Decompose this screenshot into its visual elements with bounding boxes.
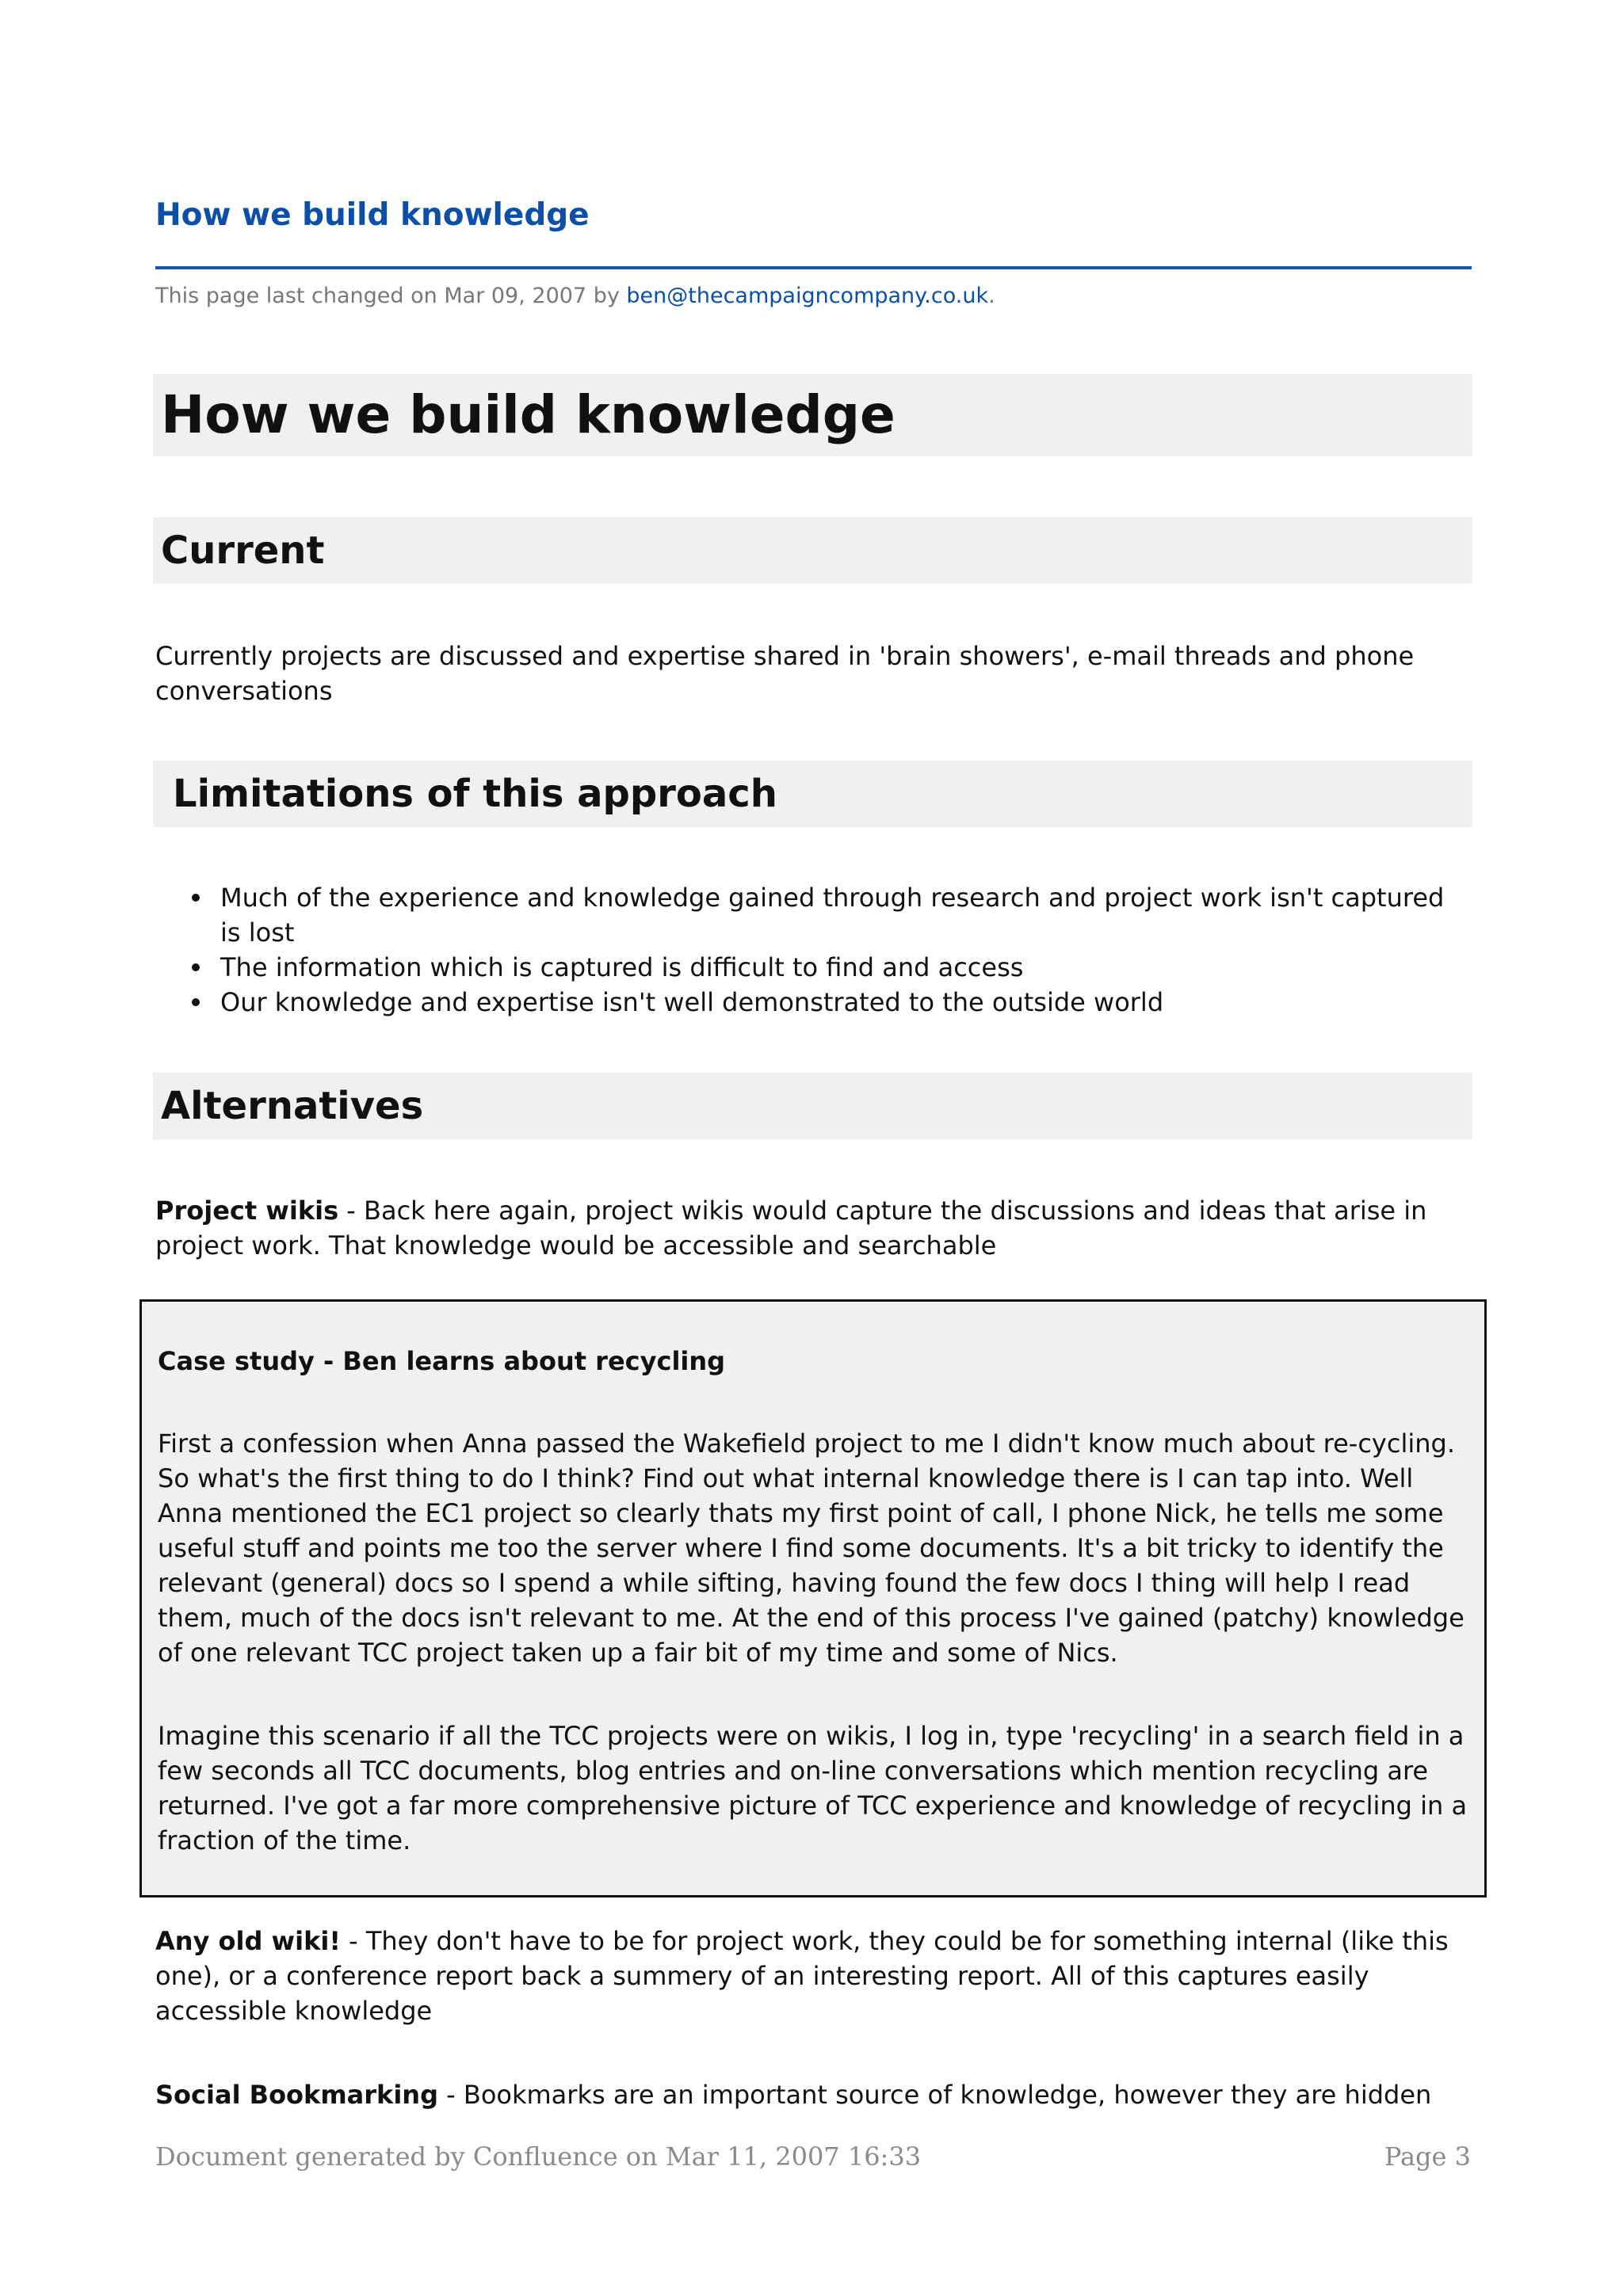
any-old-wiki-text: - They don't have to be for project work, they could be for something internal (like this one), or a conference report back a summery of an interesting report. All of this captures easily accessible knowledge bbox=[155, 1926, 1449, 2026]
limitations-list bbox=[155, 880, 1471, 1020]
current-heading-box bbox=[153, 517, 1472, 584]
footer-generated: Document generated by Confluence on Mar 11, 2007 16:33 bbox=[155, 2142, 922, 2172]
case-study-panel bbox=[139, 1299, 1487, 1897]
alternatives-heading: Alternatives bbox=[161, 1084, 424, 1128]
case-study-paragraph: First a confession when Anna passed the Wakefield project to me I didn't know much about re-cycling. So what's the first thing to do I think? Find out what internal knowledge there is I can tap into. Well Anna mentioned the EC1 project so clearly thats my first point of call, I phone Nick, he tells me some useful stuff and points me too the server where I find some documents. It's a bit tricky to identify the relevant (general) docs so I spend a while sifting, having found the few docs I thing will help I read them, much of the docs isn't relevant to me. At the end of this process I've gained (patchy) knowledge of one relevant TCC project taken up a fair bit of my time and some of Nics. bbox=[158, 1428, 1465, 1668]
any-old-wiki-paragraph bbox=[155, 1924, 1471, 2028]
limitations-heading: Limitations of this approach bbox=[173, 772, 777, 816]
any-old-wiki-label: Any old wiki! bbox=[155, 1926, 341, 1956]
last-changed-info bbox=[155, 282, 995, 311]
current-text: Currently projects are discussed and expertise shared in 'brain showers', e-mail threads and phone conversations bbox=[155, 641, 1415, 706]
social-bookmarking-text: - Bookmarks are an important source of knowledge, however they are hidden bbox=[437, 2080, 1432, 2110]
title-divider bbox=[155, 266, 1472, 269]
project-wikis-label: Project wikis bbox=[155, 1196, 339, 1226]
limitations-heading-box bbox=[153, 761, 1472, 827]
list-item: Our knowledge and expertise isn't well demonstrated to the outside world bbox=[155, 985, 1471, 1020]
project-wikis-paragraph bbox=[155, 1193, 1471, 1263]
list-item: Much of the experience and knowledge gained through research and project work isn't captured is lost bbox=[155, 880, 1471, 950]
project-wikis-text: - Back here again, project wikis would capture the discussions and ideas that arise in project work. That knowledge would be accessible and searchable bbox=[155, 1196, 1427, 1261]
last-changed-suffix: . bbox=[988, 284, 995, 308]
social-bookmarking-paragraph bbox=[155, 2077, 1471, 2112]
footer-page-number: Page 3 bbox=[1384, 2142, 1471, 2172]
main-heading: How we build knowledge bbox=[161, 384, 896, 445]
current-heading: Current bbox=[161, 528, 325, 573]
page-title: How we build knowledge bbox=[155, 197, 590, 233]
case-study-paragraph: Imagine this scenario if all the TCC projects were on wikis, I log in, type 'recycling' in a search field in a few seconds all TCC documents, blog entries and on-line conversations which mention recycling are returned. I've got a far more comprehensive picture of TCC experience and knowledge of recycling in a fraction of the time. bbox=[158, 1721, 1468, 1855]
main-heading-box bbox=[153, 374, 1472, 456]
list-item: The information which is captured is difficult to find and access bbox=[155, 950, 1471, 985]
case-study-title: Case study - Ben learns about recycling bbox=[158, 1346, 726, 1376]
alternatives-heading-box bbox=[153, 1073, 1472, 1139]
author-link[interactable]: ben@thecampaigncompany.co.uk bbox=[626, 284, 989, 308]
last-changed-text: This page last changed on Mar 09, 2007 by bbox=[155, 284, 627, 308]
social-bookmarking-label: Social Bookmarking bbox=[155, 2080, 438, 2110]
